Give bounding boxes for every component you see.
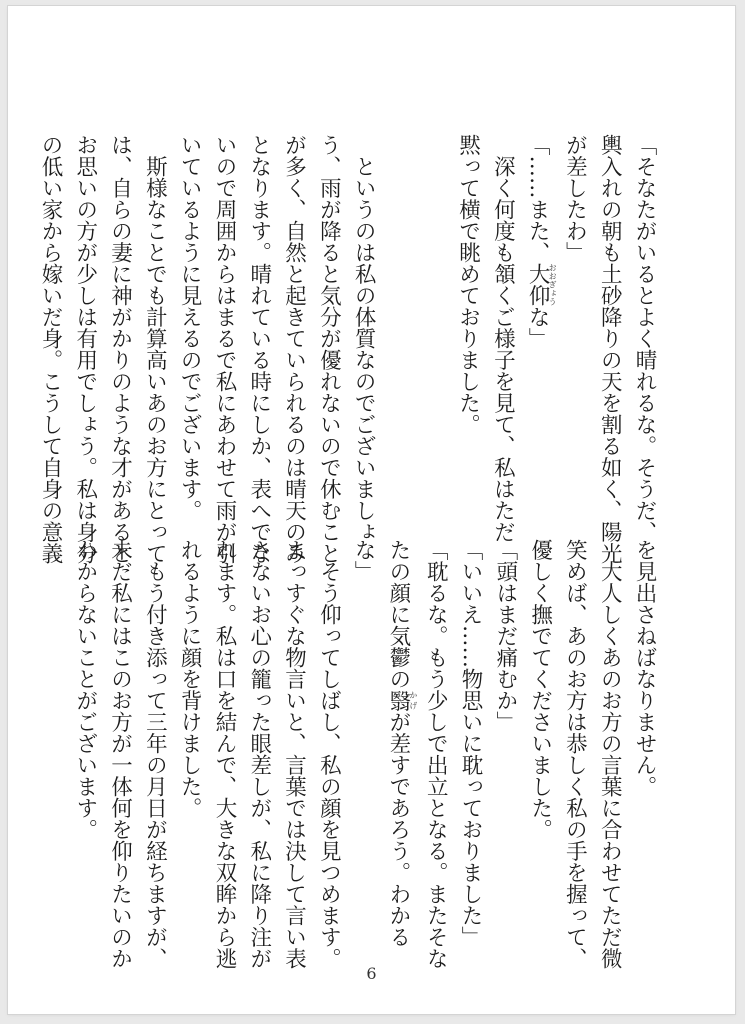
text-line: 大人しくあのお方の言葉に合わせてただ微 [597,539,623,969]
text-line: 黙って横で眺めておりました。 [455,134,481,435]
text-line: いので周囲からはまるで私にあわせて雨が引 [211,134,237,564]
text-line: 未だ私にはこのお方が一体何を仰りたいのか [107,539,133,969]
text-line: が多く、自然と起きていられるのは晴天のみ [281,134,307,564]
text-line: 「頭はまだ痛むか」 [492,539,518,733]
text-line [415,134,450,514]
text-line: う、雨が降ると気分が優れないので休むこと [316,134,342,564]
text-line: もう付き添って三年の月日が経ちますが、 [142,539,168,969]
text-line: 「……また、大仰おおぎょうな」 [525,134,558,349]
furigana: 翳かげ [385,689,418,711]
text-line: 「耽るな。もう少しで出立となる。またそな [423,539,449,969]
text-line: そう仰ってしばし、私の顔を見つめます。 [316,539,342,969]
text-line: というのは私の体質なのでございましょ [351,134,377,543]
page-number: 6 [366,964,377,983]
text-line: 優しく撫でてくださいました。 [527,539,553,840]
text-line: さないお心の籠った眼差しが、私に降り注が [246,539,272,969]
text-line: 「いいえ……物思いに耽っておりました」 [458,539,484,948]
text-line: となります。晴れている時にしか、表へでな [246,134,272,564]
text-line: 輿入れの朝も土砂降りの天を割る如く、陽光 [597,134,623,564]
text-block-upper [32,134,661,564]
text-line: な」 [351,539,377,582]
text-line: は、自らの妻に神がかりのような才があると [107,134,133,564]
text-line: 笑めば、あのお方は恭しく私の手を握って、 [562,539,588,969]
text-line: まっすぐな物言いと、言葉では決して言い表 [281,539,307,969]
text-line: が差したわ」 [562,134,588,263]
text-line: わからないことがございます。 [72,539,98,840]
text-line: 深く何度も頷くご様子を見て、私はただ [490,134,516,543]
text-line: 斯様なことでも計算高いあのお方にとって [142,134,168,564]
text-line: 「そなたがいるとよく晴れるな。そうだ、 [632,134,657,543]
text-line: れるように顔を背けました。 [177,539,203,819]
text-line: の低い家から嫁いだ身。こうして自身の意義 [37,134,63,564]
text-line: れます。私は口を結んで、大きな双眸から逃 [211,539,237,969]
text-line: を見出さねばなりません。 [632,539,657,797]
text-line: いているように見えるのでございます。 [177,134,203,521]
book-page [8,6,735,1014]
text-line: お思いの方が少しは有用でしょう。私は身分 [72,134,98,564]
furigana: 大仰おおぎょう [525,263,558,306]
text-line [380,134,415,514]
text-line: たの顔に気鬱の翳かげが差すであろう。わかる [385,539,418,948]
text-block-lower [67,539,661,969]
